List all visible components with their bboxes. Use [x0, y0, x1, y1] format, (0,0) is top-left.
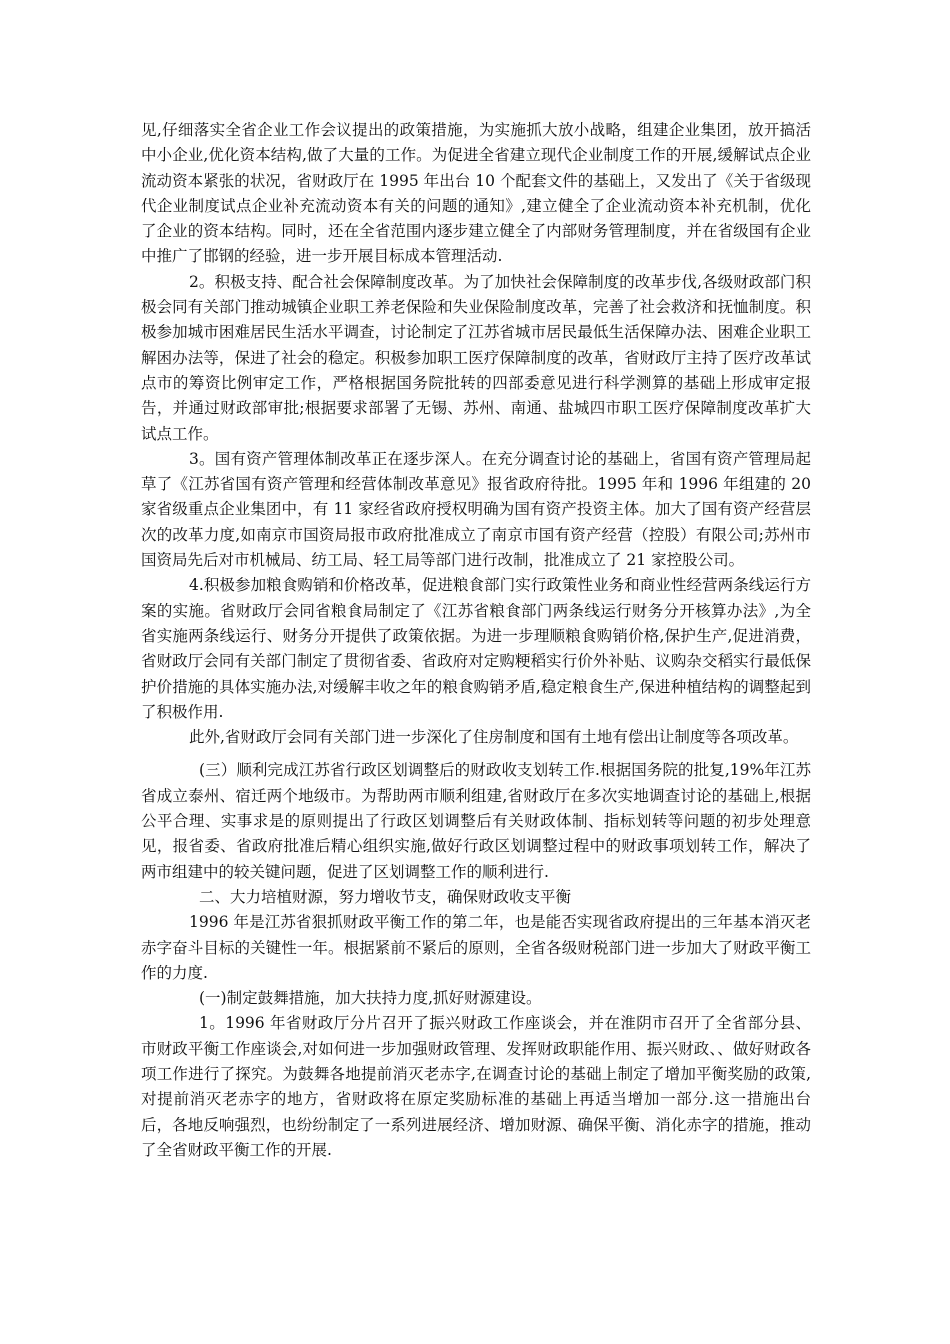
paragraph-incentive-measures: 1。1996 年省财政厅分片召开了振兴财政工作座谈会，并在淮阴市召开了全省部分县、市财政平衡工作座谈会,对如何进一步加强财政管理、发挥财政职能作用、振兴财政、、做好财政各项工作进行了探究。为鼓舞各地提前消灭老赤字,在调查讨论的基础上制定了增加平衡奖励的政策,对提前消灭老赤字的地方，省财政将在原定奖励标准的基础上再适当增加一部分.这一措施出台后，各地反响强烈，也纷纷制定了一系列进展经济、增加财源、确保平衡、消化赤字的措施，推动了全省财政平衡工作的开展.	[141, 1014, 811, 1159]
paragraph-state-assets: 3。国有资产管理体制改革正在逐步深人。在充分调查讨论的基础上，省国有资产管理局起草了《江苏省国有资产管理和经营体制改革意见》报省政府待批。1995 年和 1996 年组建的 20 家省级重点企业集团中，有 11 家经省政府授权明确为国有资产投资主体。加大了国有资产经营层次的改革力度,如南京市国资局报市政府批准成立了南京市国有资产经营（控股）有限公司;苏州市国资局先后对市机械局、纺工局、轻工局等部门进行改制，批准成立了 21 家控股公司。	[141, 449, 811, 570]
paragraph-grain-reform: 4.积极参加粮食购销和价格改革，促进粮食部门实行政策性业务和商业性经营两条线运行方案的实施。省财政厅会同省粮食局制定了《江苏省粮食部门两条线运行财务分开核算办法》,为全省实施两条线运行、财务分开提供了政策依据。为进一步理顺粮食购销价格,保护生产,促进消费，省财政厅会同有关部门制定了贯彻省委、省政府对定购粳稻实行价外补贴、议购杂交稻实行最低保护价措施的具体实施办法,对缓解丰收之年的粮食购销矛盾,稳定粮食生产,保进种植结构的调整起到了积极作用.	[141, 576, 811, 721]
paragraph-social-security: 2。积极支持、配合社会保障制度改革。为了加快社会保障制度的改革步伐,各级财政部门积极会同有关部门推动城镇企业职工养老保险和失业保险制度改革，完善了社会救济和抚恤制度。积极参加城市困难居民生活水平调查，讨论制定了江苏省城市居民最低生活保障办法、困难企业职工解困办法等，保进了社会的稳定。积极参加职工医疗保障制度的改革，省财政厅主持了医疗改革试点市的筹资比例审定工作，严格根据国务院批转的四部委意见进行科学测算的基础上形成审定报告，并通过财政部审批;根据要求部署了无锡、苏州、南通、盐城四市职工医疗保障制度改革扩大试点工作。	[141, 272, 811, 443]
paragraph-housing-land: 此外,省财政厅会同有关部门进一步深化了住房制度和国有土地有偿出让制度等各项改革。	[189, 728, 799, 747]
paragraph-1996-balance: 1996 年是江苏省狠抓财政平衡工作的第二年，也是能否实现省政府提出的三年基本消灭老赤字奋斗目标的关键性一年。根据紧前不紧后的原则，全省各级财税部门进一步加大了财政平衡工作的力度.	[141, 913, 811, 982]
subsection-heading-one: (一)制定鼓舞措施，加大扶持力度,抓好财源建设。	[199, 989, 542, 1008]
paragraph-enterprise-reform: 见,仔细落实全省企业工作会议提出的政策措施，为实施抓大放小战略，组建企业集团，放开搞活中小企业,优化资本结构,做了大量的工作。为促进全省建立现代企业制度工作的开展,缓解试点企业流动资本紧张的状况，省财政厅在 1995 年出台 10 个配套文件的基础上，又发出了《关于省级现代企业制度试点企业补充流动资本有关的问题的通知》,建立健全了企业流动资本补充机制，优化了企业的资本结构。同时，还在全省范围内逐步建立健全了内部财务管理制度，并在省级国有企业中推广了邯钢的经验，进一步开展目标成本管理活动.	[141, 121, 811, 266]
document-body	[141, 118, 811, 1163]
section-heading-two: 二、大力培植财源，努力增收节支，确保财政收支平衡	[199, 887, 572, 906]
paragraph-district-adjustment: (三）顺利完成江苏省行政区划调整后的财政收支划转工作.根据国务院的批复,19%年江苏省成立泰州、宿迁两个地级市。为帮助两市顺利组建,省财政厅在多次实地调查讨论的基础上,根据公平合理、实事求是的原则提出了行政区划调整后有关财政体制、指标划转等问题的初步处理意见，报省委、省政府批准后精心组织实施,做好行政区划调整过程中的财政事项划转工作，解决了两市组建中的较关键问题，促进了区划调整工作的顺利进行.	[141, 761, 811, 881]
